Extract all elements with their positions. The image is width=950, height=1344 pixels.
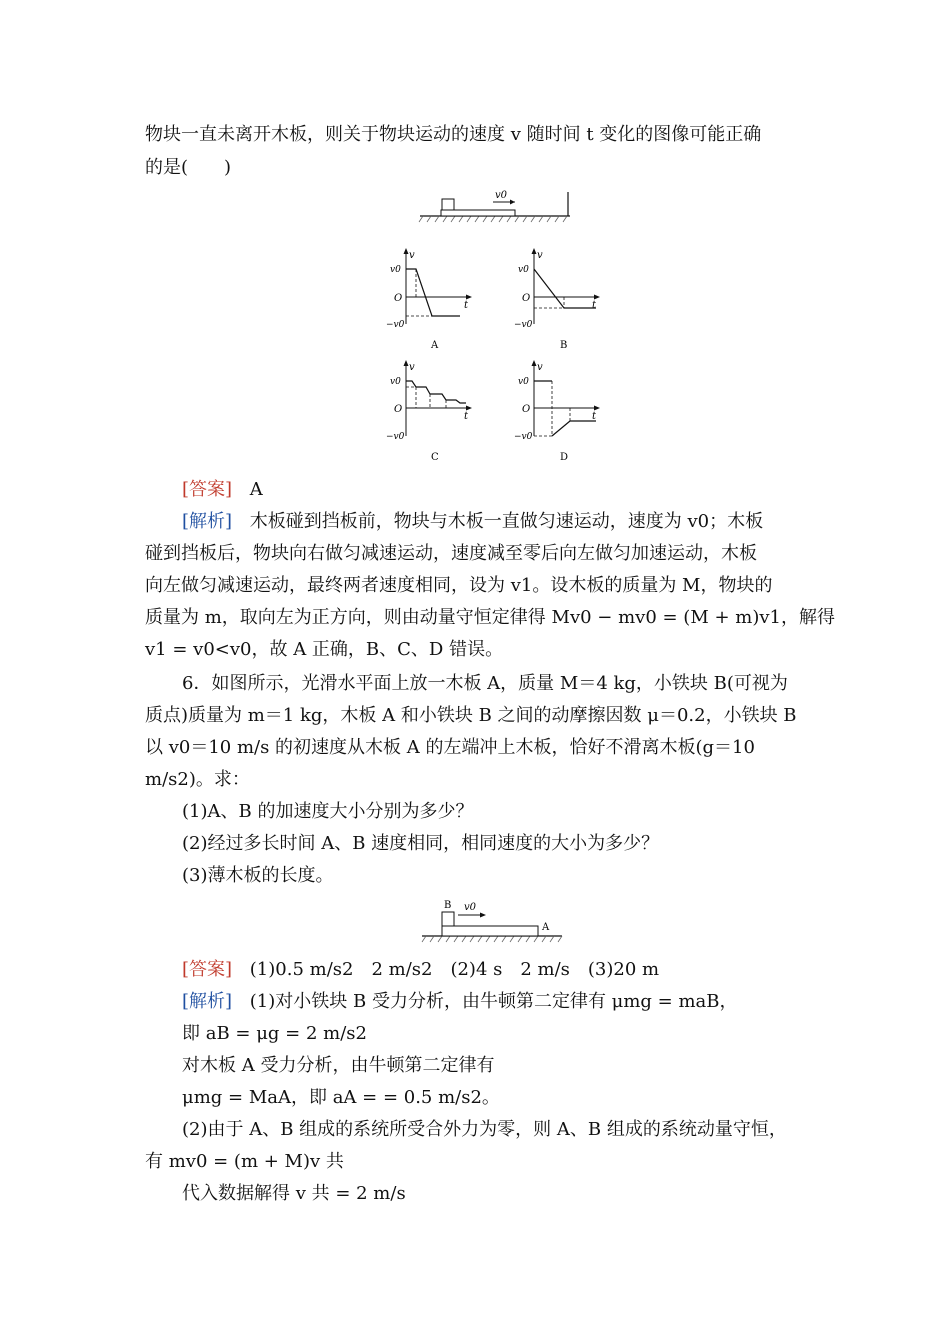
graph-c-curve [406,381,466,403]
q6-answer [182,958,659,982]
graph-c-tick-pos: v0 [390,377,401,387]
graph-a-origin: O [394,293,403,304]
q6-answer-value: (1)0.5 m/s2 2 m/s2 (2)4 s 2 m/s (3)20 m [249,959,660,980]
graph-b-tick-neg: −v0 [514,320,533,330]
q5-analysis-tag: [解析] [182,511,233,532]
q6-analysis-line-3: 对木板 A 受力分析，由牛顿第二定律有 [182,1055,495,1076]
q5-stem-line-1: 物块一直未离开木板，则关于物块运动的速度 v 随时间 t 变化的图像可能正确 [145,124,762,145]
graph-a-axis-v: v [409,250,415,261]
q6-fig-label-b: B [444,900,452,911]
q6-analysis-tag: [解析] [182,991,233,1012]
q6-stem-line-2: 质点)质量为 m＝1 kg，木板 A 和小铁块 B 之间的动摩擦因数 μ＝0.2，小铁块 B [145,705,797,726]
q5-analysis-line-1: [解析] 木板碰到挡板前，物块与木板一直做匀速运动，速度为 v0；木板 [182,511,764,532]
graph-d-tick-pos: v0 [518,377,529,387]
q5-analysis-line-5: v1 = v0<v0，故 A 正确，B、C、D 错误。 [145,639,504,660]
graph-b-tick-pos: v0 [518,265,529,275]
q5-analysis-line-2: 碰到挡板后，物块向右做匀减速运动，速度减至零后向左做匀加速运动，木板 [145,543,757,564]
q6-analysis-line-5: (2)由于 A、B 组成的系统所受合外力为零，则 A、B 组成的系统动量守恒， [182,1119,787,1140]
q6-fig-v0-label: v0 [464,902,477,913]
graph-c-origin: O [394,404,403,415]
graph-c-label: C [431,452,439,463]
q6-analysis-line-4: μmg = MaA，即 aA = = 0.5 m/s2。 [182,1087,500,1108]
graph-a-tick-pos: v0 [390,265,401,275]
q6-analysis-line-2: 即 aB = μg = 2 m/s2 [182,1023,367,1044]
q6-analysis-line-6: 有 mv0 = (m + M)v 共 [145,1151,344,1172]
q5-stem-line-2: 的是( ) [145,157,232,178]
graph-a-tick-neg: −v0 [386,320,405,330]
graph-d-axis-v: v [537,362,543,373]
q6-analysis-line-7: 代入数据解得 v 共 = 2 m/s [182,1183,406,1204]
graph-d [514,356,614,466]
q6-stem-line-4: m/s2)。求： [145,769,250,790]
graph-c-axis-t: t [464,411,469,422]
graph-b-origin: O [522,293,531,304]
q6-analysis-line-1: [解析] (1)对小铁块 B 受力分析，由牛顿第二定律有 μmg = maB， [182,991,738,1012]
graph-d-tick-neg: −v0 [514,432,533,442]
q6-sub-question-3: (3)薄木板的长度。 [182,865,334,886]
q6-sub-question-1: (1)A、B 的加速度大小分别为多少？ [182,801,474,822]
q6-answer-tag: [答案] [182,959,233,980]
q5-setup-figure [415,188,575,228]
graph-a-label: A [431,340,439,351]
graph-c-tick-neg: −v0 [386,432,405,442]
graph-d-label: D [560,452,569,463]
graph-a [386,246,486,356]
graph-b [514,246,614,356]
q6-stem-line-3: 以 v0＝10 m/s 的初速度从木板 A 的左端冲上木板，恰好不滑离木板(g＝10 [145,737,755,758]
q6-stem-line-1: 6．如图所示，光滑水平面上放一木板 A，质量 M＝4 kg，小铁块 B(可视为 [182,673,788,694]
q6-setup-figure [418,896,568,944]
graph-a-curve [406,269,460,316]
q6-sub-question-2: (2)经过多长时间 A、B 速度相同，相同速度的大小为多少？ [182,833,660,854]
q5-answer-value: A [249,479,263,500]
q5-fig-v0-label: v0 [495,190,508,201]
q5-analysis-line-4: 质量为 m，取向左为正方向，则由动量守恒定律得 Mv0 − mv0 = (M + m)v1，解得 [145,607,835,628]
q5-analysis-line-3: 向左做匀减速运动，最终两者速度相同，设为 v1。设木板的质量为 M，物块的 [145,575,773,596]
q6-fig-label-a: A [542,922,550,933]
graph-b-curve [534,269,596,308]
graph-b-axis-v: v [537,250,543,261]
graph-d-origin: O [522,404,531,415]
graph-d-curve-lower [552,421,596,436]
graph-d-axis-t: t [592,411,597,422]
graph-b-label: B [560,340,568,351]
graph-a-axis-t: t [464,300,469,311]
graph-c [386,356,486,466]
graph-b-axis-t: t [592,300,597,311]
q5-answer-tag: [答案] [182,479,233,500]
graph-c-axis-v: v [409,362,415,373]
q5-answer [182,478,263,502]
